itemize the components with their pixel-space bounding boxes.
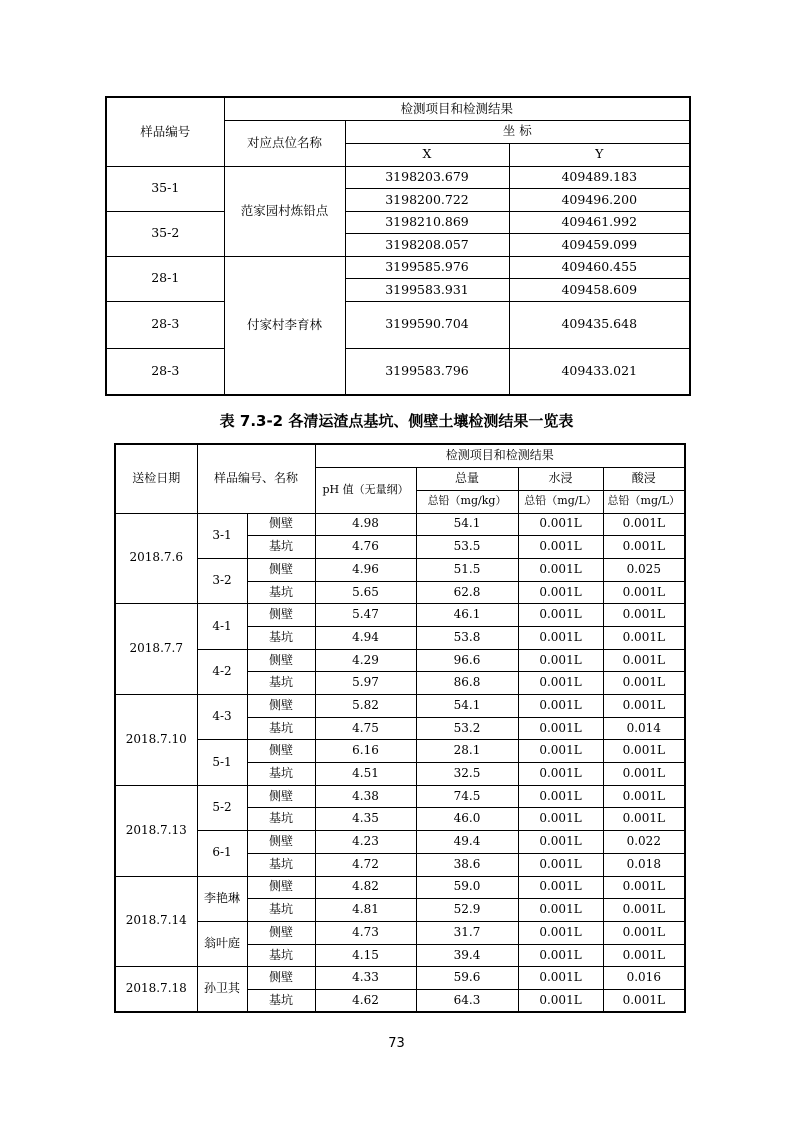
water-leach-lead: 0.001L <box>518 785 603 808</box>
sample-id: 5-1 <box>197 740 247 785</box>
table-row <box>115 967 685 990</box>
table-row <box>115 785 685 808</box>
coord-x: 3199583.931 <box>345 279 509 302</box>
acid-leach-lead: 0.014 <box>603 717 685 740</box>
acid-leach-lead: 0.001L <box>603 513 685 536</box>
acid-leach-lead: 0.025 <box>603 558 685 581</box>
ph-value: 4.51 <box>315 763 416 786</box>
ph-value: 4.23 <box>315 831 416 854</box>
total-lead: 86.8 <box>416 672 518 695</box>
acid-leach-lead: 0.001L <box>603 989 685 1012</box>
table-row <box>106 348 690 395</box>
sample-id: 翁叶庭 <box>197 921 247 966</box>
sample-position: 侧壁 <box>247 604 315 627</box>
sample-position: 基坑 <box>247 581 315 604</box>
acid-leach-lead: 0.001L <box>603 785 685 808</box>
coord-x: 3199583.796 <box>345 348 509 395</box>
header-location: 对应点位名称 <box>224 120 345 166</box>
table-row <box>106 166 690 189</box>
ph-value: 4.38 <box>315 785 416 808</box>
water-leach-lead: 0.001L <box>518 831 603 854</box>
header-test-group: 检测项目和检测结果 <box>224 97 690 120</box>
table-row <box>115 513 685 536</box>
sample-position: 侧壁 <box>247 921 315 944</box>
acid-leach-lead: 0.022 <box>603 831 685 854</box>
sample-position: 基坑 <box>247 672 315 695</box>
table-row <box>115 649 685 672</box>
total-lead: 32.5 <box>416 763 518 786</box>
header-sample-id: 样品编号 <box>106 97 224 166</box>
header-water: 水浸 <box>518 467 603 490</box>
sample-position: 侧壁 <box>247 649 315 672</box>
test-date: 2018.7.6 <box>115 513 197 604</box>
sample-id: 4-3 <box>197 695 247 740</box>
header-coordinates: 坐 标 <box>345 120 690 143</box>
water-leach-lead: 0.001L <box>518 876 603 899</box>
table-row <box>115 695 685 718</box>
table-row <box>106 256 690 279</box>
acid-leach-lead: 0.001L <box>603 536 685 559</box>
acid-leach-lead: 0.016 <box>603 967 685 990</box>
acid-leach-lead: 0.001L <box>603 876 685 899</box>
test-date: 2018.7.13 <box>115 785 197 876</box>
total-lead: 38.6 <box>416 853 518 876</box>
total-lead: 53.8 <box>416 626 518 649</box>
total-lead: 46.0 <box>416 808 518 831</box>
water-leach-lead: 0.001L <box>518 989 603 1012</box>
ph-value: 4.94 <box>315 626 416 649</box>
coord-y: 409489.183 <box>509 166 690 189</box>
water-leach-lead: 0.001L <box>518 558 603 581</box>
sample-position: 侧壁 <box>247 785 315 808</box>
sample-id: 5-2 <box>197 785 247 830</box>
total-lead: 51.5 <box>416 558 518 581</box>
total-lead: 39.4 <box>416 944 518 967</box>
water-leach-lead: 0.001L <box>518 536 603 559</box>
total-lead: 59.0 <box>416 876 518 899</box>
test-date: 2018.7.7 <box>115 604 197 695</box>
sample-position: 基坑 <box>247 853 315 876</box>
sample-position: 侧壁 <box>247 695 315 718</box>
ph-value: 6.16 <box>315 740 416 763</box>
ph-value: 4.76 <box>315 536 416 559</box>
total-lead: 52.9 <box>416 899 518 922</box>
soil-results-table <box>114 443 686 1013</box>
sample-position: 侧壁 <box>247 876 315 899</box>
coord-y: 409458.609 <box>509 279 690 302</box>
water-leach-lead: 0.001L <box>518 513 603 536</box>
sample-position: 基坑 <box>247 899 315 922</box>
sample-id: 李艳琳 <box>197 876 247 921</box>
acid-leach-lead: 0.001L <box>603 808 685 831</box>
coord-x: 3198200.722 <box>345 189 509 212</box>
coord-y: 409459.099 <box>509 234 690 257</box>
sample-position: 基坑 <box>247 717 315 740</box>
acid-leach-lead: 0.001L <box>603 581 685 604</box>
sample-position: 基坑 <box>247 536 315 559</box>
table-row <box>115 558 685 581</box>
table-caption: 表 7.3-2 各清运渣点基坑、侧壁土壤检测结果一览表 <box>219 412 574 430</box>
table-row <box>115 740 685 763</box>
table-row <box>115 876 685 899</box>
sample-id: 4-1 <box>197 604 247 649</box>
ph-value: 4.29 <box>315 649 416 672</box>
sample-id: 6-1 <box>197 831 247 876</box>
water-leach-lead: 0.001L <box>518 808 603 831</box>
water-leach-lead: 0.001L <box>518 967 603 990</box>
ph-value: 4.35 <box>315 808 416 831</box>
water-leach-lead: 0.001L <box>518 899 603 922</box>
table-row <box>115 831 685 854</box>
ph-value: 4.72 <box>315 853 416 876</box>
test-date: 2018.7.18 <box>115 967 197 1012</box>
total-lead: 54.1 <box>416 695 518 718</box>
ph-value: 4.33 <box>315 967 416 990</box>
ph-value: 4.96 <box>315 558 416 581</box>
total-lead: 96.6 <box>416 649 518 672</box>
ph-value: 4.98 <box>315 513 416 536</box>
total-lead: 62.8 <box>416 581 518 604</box>
table-row <box>115 604 685 627</box>
coord-x: 3198203.679 <box>345 166 509 189</box>
acid-leach-lead: 0.001L <box>603 695 685 718</box>
coord-x: 3198208.057 <box>345 234 509 257</box>
header-acid: 酸浸 <box>603 467 685 490</box>
coord-x: 3199585.976 <box>345 256 509 279</box>
test-date: 2018.7.14 <box>115 876 197 967</box>
total-lead: 31.7 <box>416 921 518 944</box>
test-date: 2018.7.10 <box>115 695 197 786</box>
ph-value: 4.15 <box>315 944 416 967</box>
water-leach-lead: 0.001L <box>518 604 603 627</box>
sample-id: 3-2 <box>197 558 247 603</box>
sample-position: 侧壁 <box>247 967 315 990</box>
header-test-group: 检测项目和检测结果 <box>315 444 685 467</box>
page-number: 73 <box>388 1036 405 1051</box>
t1-header-row <box>106 97 690 120</box>
ph-value: 5.97 <box>315 672 416 695</box>
header-ph: pH 值（无量纲） <box>315 467 416 513</box>
header-x: X <box>345 143 509 166</box>
coord-x: 3198210.869 <box>345 211 509 234</box>
coord-y: 409460.455 <box>509 256 690 279</box>
header-date: 送检日期 <box>115 444 197 513</box>
location-name: 付家村李育林 <box>224 256 345 395</box>
coord-y: 409461.992 <box>509 211 690 234</box>
sample-id: 35-1 <box>106 166 224 211</box>
coord-y: 409496.200 <box>509 189 690 212</box>
water-leach-lead: 0.001L <box>518 944 603 967</box>
total-lead: 54.1 <box>416 513 518 536</box>
acid-leach-lead: 0.001L <box>603 740 685 763</box>
coordinates-table <box>105 96 691 396</box>
water-leach-lead: 0.001L <box>518 740 603 763</box>
total-lead: 53.5 <box>416 536 518 559</box>
acid-leach-lead: 0.018 <box>603 853 685 876</box>
sample-id: 28-3 <box>106 348 224 395</box>
ph-value: 4.73 <box>315 921 416 944</box>
total-lead: 28.1 <box>416 740 518 763</box>
acid-leach-lead: 0.001L <box>603 763 685 786</box>
water-leach-lead: 0.001L <box>518 695 603 718</box>
header-total: 总量 <box>416 467 518 490</box>
water-leach-lead: 0.001L <box>518 581 603 604</box>
total-lead: 49.4 <box>416 831 518 854</box>
total-lead: 46.1 <box>416 604 518 627</box>
water-leach-lead: 0.001L <box>518 921 603 944</box>
header-sample-name: 样品编号、名称 <box>197 444 315 513</box>
ph-value: 5.47 <box>315 604 416 627</box>
sample-position: 基坑 <box>247 944 315 967</box>
header-acid-unit: 总铅（mg/L） <box>603 490 685 513</box>
header-water-unit: 总铅（mg/L） <box>518 490 603 513</box>
sample-position: 基坑 <box>247 989 315 1012</box>
coord-y: 409435.648 <box>509 301 690 348</box>
water-leach-lead: 0.001L <box>518 626 603 649</box>
acid-leach-lead: 0.001L <box>603 944 685 967</box>
sample-position: 侧壁 <box>247 513 315 536</box>
sample-position: 基坑 <box>247 763 315 786</box>
acid-leach-lead: 0.001L <box>603 899 685 922</box>
sample-id: 35-2 <box>106 211 224 256</box>
table-row <box>106 301 690 348</box>
ph-value: 5.65 <box>315 581 416 604</box>
sample-id: 28-3 <box>106 301 224 348</box>
total-lead: 59.6 <box>416 967 518 990</box>
t2-header-row <box>115 444 685 467</box>
sample-position: 侧壁 <box>247 558 315 581</box>
coord-y: 409433.021 <box>509 348 690 395</box>
table-row <box>106 211 690 234</box>
coord-x: 3199590.704 <box>345 301 509 348</box>
sample-position: 基坑 <box>247 808 315 831</box>
header-y: Y <box>509 143 690 166</box>
location-name: 范家园村炼铅点 <box>224 166 345 256</box>
acid-leach-lead: 0.001L <box>603 626 685 649</box>
acid-leach-lead: 0.001L <box>603 604 685 627</box>
table-row <box>115 921 685 944</box>
acid-leach-lead: 0.001L <box>603 921 685 944</box>
ph-value: 4.75 <box>315 717 416 740</box>
ph-value: 4.82 <box>315 876 416 899</box>
sample-id: 3-1 <box>197 513 247 558</box>
sample-position: 侧壁 <box>247 831 315 854</box>
sample-id: 孙卫其 <box>197 967 247 1012</box>
ph-value: 5.82 <box>315 695 416 718</box>
water-leach-lead: 0.001L <box>518 763 603 786</box>
sample-position: 侧壁 <box>247 740 315 763</box>
ph-value: 4.62 <box>315 989 416 1012</box>
header-total-unit: 总铅（mg/kg） <box>416 490 518 513</box>
water-leach-lead: 0.001L <box>518 672 603 695</box>
total-lead: 64.3 <box>416 989 518 1012</box>
sample-id: 4-2 <box>197 649 247 694</box>
water-leach-lead: 0.001L <box>518 649 603 672</box>
water-leach-lead: 0.001L <box>518 853 603 876</box>
sample-position: 基坑 <box>247 626 315 649</box>
total-lead: 74.5 <box>416 785 518 808</box>
acid-leach-lead: 0.001L <box>603 672 685 695</box>
water-leach-lead: 0.001L <box>518 717 603 740</box>
total-lead: 53.2 <box>416 717 518 740</box>
sample-id: 28-1 <box>106 256 224 301</box>
ph-value: 4.81 <box>315 899 416 922</box>
acid-leach-lead: 0.001L <box>603 649 685 672</box>
